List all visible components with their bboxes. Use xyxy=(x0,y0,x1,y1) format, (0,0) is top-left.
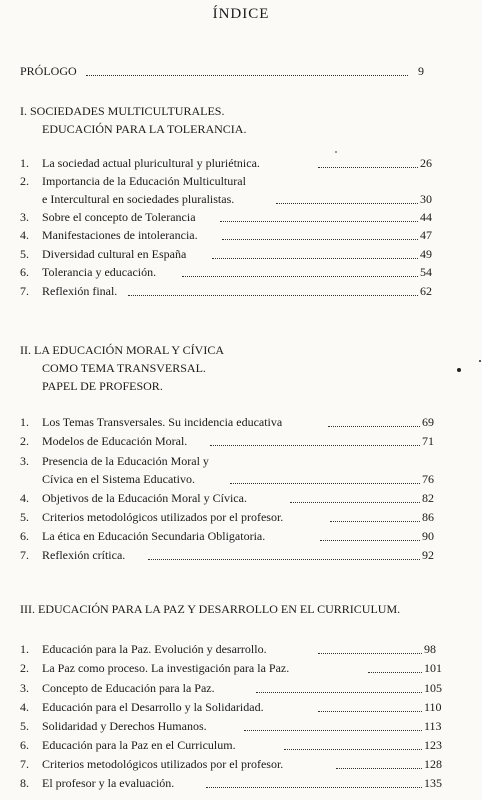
entry-title: Los Temas Transversales. Su incidencia educativa xyxy=(42,415,283,429)
entry-title: Sobre el concepto de Tolerancia xyxy=(42,210,196,224)
dot-leader xyxy=(182,276,418,277)
section-3-heading: III. EDUCACIÓN PARA LA PAZ Y DESARROLLO EN EL CURRICULUM. xyxy=(20,602,401,616)
entry-title-continuation: Cívica en el Sistema Educativo. xyxy=(42,472,195,486)
entry-number: 7. xyxy=(20,284,29,298)
dot-leader xyxy=(336,768,422,769)
page-number: 135 xyxy=(424,776,442,790)
dot-leader xyxy=(284,749,422,750)
entry-title: Reflexión crítica. xyxy=(42,548,126,562)
page-number: 44 xyxy=(420,210,432,224)
page-number: 71 xyxy=(422,434,434,448)
page-number: 49 xyxy=(420,247,432,261)
dot-leader xyxy=(128,295,418,296)
page-number: 90 xyxy=(422,529,434,543)
toc-entry xyxy=(0,491,482,505)
toc-entry xyxy=(0,529,482,543)
page-number: 76 xyxy=(422,472,434,486)
toc-entry xyxy=(0,210,482,224)
section-1-heading-line-2: EDUCACIÓN PARA LA TOLERANCIA. xyxy=(42,122,247,136)
entry-number: 6. xyxy=(20,265,29,279)
ink-speck xyxy=(457,368,461,372)
page-number: 128 xyxy=(424,757,442,771)
entry-number: 1. xyxy=(20,415,29,429)
entry-number: 7. xyxy=(20,548,29,562)
dot-leader xyxy=(212,258,418,259)
dot-leader xyxy=(318,653,422,654)
page-number: 26 xyxy=(420,156,432,170)
dot-leader xyxy=(320,540,420,541)
section-2-heading-line-2: COMO TEMA TRANSVERSAL. xyxy=(42,361,206,375)
page-number: 62 xyxy=(420,284,432,298)
toc-entry xyxy=(0,548,482,562)
dot-leader xyxy=(328,426,420,427)
entry-title: Tolerancia y educación. xyxy=(42,265,157,279)
entry-title: Criterios metodológicos utilizados por el profesor. xyxy=(42,757,284,771)
entry-title: Presencia de la Educación Moral y xyxy=(42,454,209,468)
dot-leader xyxy=(244,730,422,731)
entry-title: Importancia de la Educación Multicultural xyxy=(42,174,246,188)
dot-leader xyxy=(256,692,422,693)
page-number: 101 xyxy=(424,661,442,675)
toc-entry-continuation xyxy=(0,192,482,206)
page-number: 123 xyxy=(424,738,442,752)
toc-entry xyxy=(0,700,482,714)
toc-entry xyxy=(0,510,482,524)
entry-title: Reflexión final. xyxy=(42,284,118,298)
entry-number: 4. xyxy=(20,700,29,714)
page-title: ÍNDICE xyxy=(212,6,270,22)
page-number: 113 xyxy=(424,719,442,733)
page-number: 82 xyxy=(422,491,434,505)
entry-title: Manifestaciones de intolerancia. xyxy=(42,228,198,242)
page-number: 110 xyxy=(424,700,442,714)
entry-title: Educación para la Paz en el Curriculum. xyxy=(42,738,236,752)
dot-leader xyxy=(230,483,420,484)
entry-number: 2. xyxy=(20,174,29,188)
entry-number: 4. xyxy=(20,491,29,505)
entry-title: El profesor y la evaluación. xyxy=(42,776,175,790)
dot-leader xyxy=(222,239,418,240)
toc-entry xyxy=(0,415,482,429)
dot-leader xyxy=(318,167,418,168)
entry-number: 8. xyxy=(20,776,29,790)
page-number: 47 xyxy=(420,228,432,242)
entry-number: 7. xyxy=(20,757,29,771)
toc-entry-continuation xyxy=(0,472,482,486)
ink-speck xyxy=(479,360,481,362)
toc-entry xyxy=(0,642,482,656)
entry-title: Criterios metodológicos utilizados por el profesor. xyxy=(42,510,284,524)
entry-number: 2. xyxy=(20,661,29,675)
dot-leader xyxy=(368,672,422,673)
entry-number: 2. xyxy=(20,434,29,448)
section-2-heading-line-3: PAPEL DE PROFESOR. xyxy=(42,379,163,393)
entry-title: La sociedad actual pluricultural y pluriétnica. xyxy=(42,156,260,170)
entry-title: Objetivos de la Educación Moral y Cívica. xyxy=(42,491,247,505)
entry-number: 5. xyxy=(20,247,29,261)
toc-entry xyxy=(0,661,482,675)
toc-entry xyxy=(0,719,482,733)
entry-number: 3. xyxy=(20,681,29,695)
page-number: 30 xyxy=(420,192,432,206)
entry-number: 1. xyxy=(20,642,29,656)
dot-leader xyxy=(206,787,422,788)
entry-title: La ética en Educación Secundaria Obligatoria. xyxy=(42,529,266,543)
dot-leader xyxy=(290,502,420,503)
entry-number: 3. xyxy=(20,210,29,224)
prologue-entry xyxy=(0,64,482,78)
dot-leader xyxy=(318,711,422,712)
page-number: 9 xyxy=(418,64,424,78)
entry-number: 5. xyxy=(20,510,29,524)
page-number: 54 xyxy=(420,265,432,279)
entry-title: Concepto de Educación para la Paz. xyxy=(42,681,215,695)
page-number: 92 xyxy=(422,548,434,562)
dot-leader xyxy=(276,203,418,204)
toc-entry xyxy=(0,434,482,448)
entry-number: 4. xyxy=(20,228,29,242)
dot-leader xyxy=(330,521,420,522)
dot-leader xyxy=(210,445,420,446)
section-2-heading-line-1: II. LA EDUCACIÓN MORAL Y CÍVICA xyxy=(20,343,224,357)
toc-entry xyxy=(0,757,482,771)
entry-number: 6. xyxy=(20,529,29,543)
entry-number: 6. xyxy=(20,738,29,752)
section-1-heading-line-1: I. SOCIEDADES MULTICULTURALES. xyxy=(20,104,225,118)
toc-entry xyxy=(0,228,482,242)
toc-entry xyxy=(0,681,482,695)
entry-title: Diversidad cultural en España xyxy=(42,247,187,261)
dot-leader xyxy=(148,559,420,560)
dot-leader xyxy=(86,75,408,76)
page-number: 98 xyxy=(424,642,436,656)
entry-title: Educación para la Paz. Evolución y desarrollo. xyxy=(42,642,267,656)
ink-speck xyxy=(335,151,337,153)
toc-entry xyxy=(0,454,482,468)
page-number: 86 xyxy=(422,510,434,524)
toc-entry xyxy=(0,284,482,298)
dot-leader xyxy=(220,221,418,222)
entry-number: 3. xyxy=(20,454,29,468)
prologue-label: PRÓLOGO xyxy=(20,64,77,78)
toc-entry xyxy=(0,776,482,790)
page-number: 105 xyxy=(424,681,442,695)
entry-title: Educación para el Desarrollo y la Solidaridad. xyxy=(42,700,264,714)
entry-title: Modelos de Educación Moral. xyxy=(42,434,188,448)
toc-entry xyxy=(0,247,482,261)
toc-entry xyxy=(0,265,482,279)
toc-entry xyxy=(0,738,482,752)
page-number: 69 xyxy=(422,415,434,429)
toc-entry xyxy=(0,156,482,170)
entry-title-continuation: e Intercultural en sociedades pluralistas. xyxy=(42,192,235,206)
entry-title: Solidaridad y Derechos Humanos. xyxy=(42,719,207,733)
entry-number: 5. xyxy=(20,719,29,733)
entry-title: La Paz como proceso. La investigación para la Paz. xyxy=(42,661,290,675)
toc-entry xyxy=(0,174,482,188)
entry-number: 1. xyxy=(20,156,29,170)
